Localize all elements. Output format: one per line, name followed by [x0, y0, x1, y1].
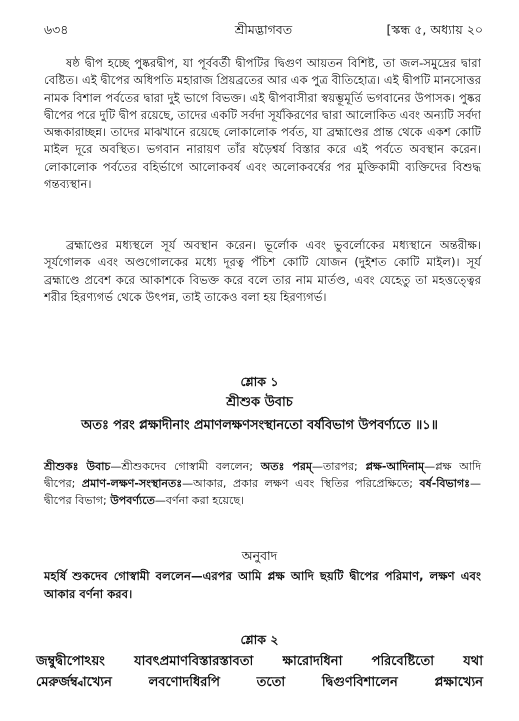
- synonyms-text: শ্রীশুকঃ উবাচ—শ্রীশুকদেব গোস্বামী বললেন; অতঃ পরম্—তারপর; প্লক্ষ-আদিনাম্—প্লক্ষ আদি দ্বীপের; প্রমাণ-লক্ষণ-সংস্থানতঃ—আকার, প্রকার লক্ষণ এবং স্থিতির পরিপ্রেক্ষিতে; বর্ষ-বিভাগঃ—দ্বীপের বিভাগ; উপবর্ণ্যতে—বর্ণনা করা হয়েছে।: [44, 460, 482, 507]
- verse-2-line-1: জম্বুদ্বীপোঽয়ং যাবৎপ্রমাণবিস্তারস্তাবতা ক্ষারোদধিনা পরিবেষ্টিতো যথা: [36, 654, 483, 669]
- synonym-meaning: তারপর;: [323, 460, 358, 473]
- translation-block: [44, 567, 481, 603]
- chapter-reference: [স্কন্ধ ৫, অধ্যায় ২০: [386, 22, 483, 37]
- synonym-meaning: আকার, প্রকার লক্ষণ এবং স্থিতির পরিপ্রেক্ষিতে;: [193, 477, 413, 490]
- paragraph-text: ব্রহ্মাণ্ডের মধ্যস্থলে সূর্য অবস্থান করেন। ভূর্লোক এবং ভুবর্লোকের মধ্যস্থানে অন্তরীক্ষ। সূর্যগোলক এবং অণ্ডগোলকের মধ্যে দূরত্ব পঁচিশ কোটি যোজন (দুইশত কোটি মাইল)। সূর্য ব্রহ্মাণ্ডে প্রবেশ করে আকাশকে বিভক্ত করে বলে তার নাম মার্তণ্ড, এবং যেহেতু তা মহত্তত্ত্বের শরীর হিরণ্যগর্ভ থেকে উৎপন্ন, তাই তাকেও বলা হয় হিরণ্যগর্ভ।: [44, 238, 481, 304]
- synonym-term: অতঃ পরম্: [260, 460, 313, 473]
- synonym-meaning: দ্বীপের বিভাগ;: [44, 494, 107, 507]
- synonym-meaning: শ্রীশুকদেব গোস্বামী বললেন;: [121, 460, 253, 473]
- verse-2-line-2: মেরুর্জম্ব্বাখ্যেন লবণোদধিরপি ততো দ্বিগুণবিশালেন প্লক্ষাখ্যেন: [36, 675, 483, 690]
- page-header: [44, 22, 483, 42]
- synonym-term: বর্ষ-বিভাগঃ: [419, 477, 471, 490]
- purport-paragraph-1: [44, 55, 481, 193]
- book-title: শ্রীমদ্ভাগবত: [234, 22, 293, 37]
- verse-1-speaker: শ্রীশুক উবাচ: [226, 395, 293, 410]
- purport-paragraph-2: [44, 237, 481, 306]
- verse-1-heading: শ্লোক ১: [240, 374, 279, 389]
- translation-heading: অনুবাদ: [241, 548, 278, 563]
- paragraph-text: ষষ্ঠ দ্বীপ হচ্ছে পুষ্করদ্বীপ, যা পূর্ববর্তী দ্বীপটির দ্বিগুণ আয়তন বিশিষ্ট, তা জল-সমুদ্রের দ্বারা বেষ্টিত। এই দ্বীপের অধিপতি মহারাজ প্রিয়ব্রতের আর এক পুত্র বীতিহোত্র। এই দ্বীপটি মানসোত্তর নামক বিশাল পর্বতের দ্বারা দুই ভাগে বিভক্ত। এই দ্বীপবাসীরা স্বয়ম্ভূমূর্তি ভগবানের উপাসক। পুষ্কর দ্বীপের পরে দুটি দ্বীপ রয়েছে, তাদের একটি সর্বদা সূর্যকিরণের দ্বারা আলোকিত এবং অন্যটি সর্বদা অন্ধকারাচ্ছন্ন। তাদের মাঝখানে রয়েছে লোকালোক পর্বত, যা ব্রহ্মাণ্ডের প্রান্ত থেকে একশ কোটি মাইল দূরে অবস্থিত। ভগবান নারায়ণ তাঁর ষড়ৈশ্বর্য বিস্তার করে এই পর্বতে অবস্থান করেন। লোকালোক পর্বতের বহির্ভাগে আলোকবর্ষ এবং অলোকবর্ষের পর মুক্তিকামী ব্যক্তিদের বিশুদ্ধ গন্তব্যস্থান।: [44, 56, 481, 192]
- synonym-term: প্রমাণ-লক্ষণ-সংস্থানতঃ: [81, 477, 183, 490]
- translation-text: মহর্ষি শুকদেব গোস্বামী বললেন—এরপর আমি প্লক্ষ আদি ছয়টি দ্বীপের পরিমাণ, লক্ষণ এবং আকার বর্ণনা করব।: [44, 569, 481, 601]
- verse-2-heading: শ্লোক ২: [240, 632, 279, 647]
- synonym-term: শ্রীশুকঃ উবাচ: [44, 460, 111, 473]
- page-number: ৬৩৪: [44, 22, 69, 37]
- verse-2-text: [36, 651, 483, 693]
- synonym-term: প্লক্ষ-আদিনাম্: [365, 460, 425, 473]
- synonym-meaning: প্লক্ষ আদি দ্বীপের;: [44, 460, 481, 490]
- verse-1-text: অতঃ পরং প্লক্ষাদীনাং প্রমাণলক্ষণসংস্থানতো বর্ষবিভাগ উপবর্ণ্যতে ॥১॥: [81, 418, 438, 433]
- synonym-term: উপবর্ণ্যতে: [110, 494, 155, 507]
- word-for-word-synonyms: [44, 458, 481, 509]
- synonym-meaning: বর্ণনা করা হয়েছে।: [165, 494, 245, 507]
